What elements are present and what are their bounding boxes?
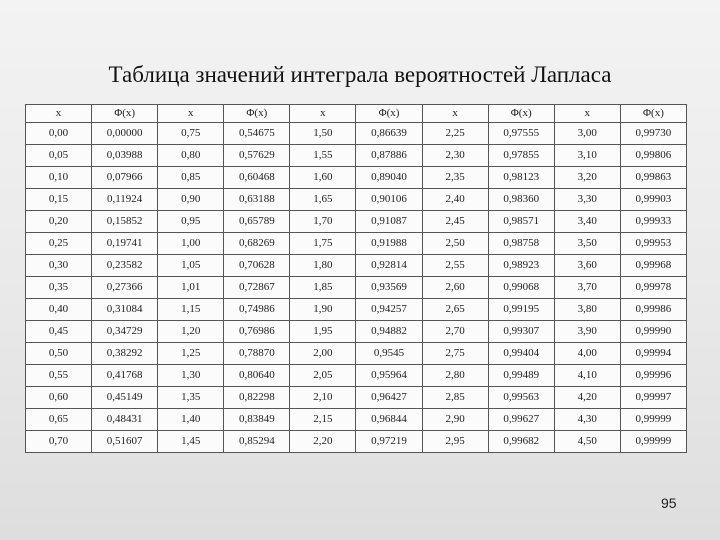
cell-x: 1,20 <box>158 321 224 343</box>
cell-phi: 0,98360 <box>488 189 554 211</box>
cell-x: 0,20 <box>26 211 92 233</box>
cell-x: 4,50 <box>554 431 620 453</box>
laplace-table <box>25 104 687 453</box>
cell-x: 3,60 <box>554 255 620 277</box>
cell-phi: 0,60468 <box>224 167 290 189</box>
cell-x: 1,01 <box>158 277 224 299</box>
cell-phi: 0,74986 <box>224 299 290 321</box>
cell-phi: 0,99682 <box>488 431 554 453</box>
cell-phi: 0,48431 <box>92 409 158 431</box>
cell-phi: 0,76986 <box>224 321 290 343</box>
table-row <box>26 123 687 145</box>
cell-phi: 0,85294 <box>224 431 290 453</box>
page-title: Таблица значений интеграла вероятностей Лапласа <box>108 62 612 87</box>
column-header-x: x <box>158 105 224 123</box>
table-row <box>26 189 687 211</box>
cell-phi: 0,95964 <box>356 365 422 387</box>
cell-x: 0,75 <box>158 123 224 145</box>
cell-x: 0,35 <box>26 277 92 299</box>
cell-phi: 0,99195 <box>488 299 554 321</box>
cell-x: 2,00 <box>290 343 356 365</box>
cell-x: 1,60 <box>290 167 356 189</box>
column-header-x: x <box>422 105 488 123</box>
cell-phi: 0,98571 <box>488 211 554 233</box>
cell-x: 3,50 <box>554 233 620 255</box>
cell-x: 3,00 <box>554 123 620 145</box>
cell-phi: 0,99997 <box>620 387 686 409</box>
cell-x: 1,80 <box>290 255 356 277</box>
cell-x: 0,25 <box>26 233 92 255</box>
cell-phi: 0,34729 <box>92 321 158 343</box>
cell-x: 2,90 <box>422 409 488 431</box>
cell-phi: 0,72867 <box>224 277 290 299</box>
cell-phi: 0,91988 <box>356 233 422 255</box>
cell-x: 1,35 <box>158 387 224 409</box>
cell-x: 2,85 <box>422 387 488 409</box>
cell-x: 0,40 <box>26 299 92 321</box>
cell-phi: 0,86639 <box>356 123 422 145</box>
cell-phi: 0,70628 <box>224 255 290 277</box>
table-row <box>26 277 687 299</box>
column-header-phi: Φ(x) <box>488 105 554 123</box>
column-header-x: x <box>290 105 356 123</box>
cell-x: 0,80 <box>158 145 224 167</box>
cell-phi: 0,94882 <box>356 321 422 343</box>
cell-phi: 0,89040 <box>356 167 422 189</box>
cell-x: 0,65 <box>26 409 92 431</box>
cell-x: 2,40 <box>422 189 488 211</box>
cell-phi: 0,23582 <box>92 255 158 277</box>
cell-phi: 0,99933 <box>620 211 686 233</box>
cell-phi: 0,99903 <box>620 189 686 211</box>
cell-phi: 0,99968 <box>620 255 686 277</box>
cell-x: 1,70 <box>290 211 356 233</box>
cell-x: 2,10 <box>290 387 356 409</box>
cell-x: 1,95 <box>290 321 356 343</box>
table-row <box>26 233 687 255</box>
cell-phi: 0,27366 <box>92 277 158 299</box>
cell-phi: 0,83849 <box>224 409 290 431</box>
column-header-phi: Φ(x) <box>356 105 422 123</box>
cell-phi: 0,99953 <box>620 233 686 255</box>
cell-phi: 0,99990 <box>620 321 686 343</box>
table-row <box>26 167 687 189</box>
cell-x: 2,70 <box>422 321 488 343</box>
cell-x: 3,40 <box>554 211 620 233</box>
cell-phi: 0,51607 <box>92 431 158 453</box>
cell-phi: 0,99999 <box>620 409 686 431</box>
cell-x: 0,05 <box>26 145 92 167</box>
cell-x: 0,10 <box>26 167 92 189</box>
cell-phi: 0,03988 <box>92 145 158 167</box>
cell-phi: 0,98123 <box>488 167 554 189</box>
cell-x: 2,95 <box>422 431 488 453</box>
cell-phi: 0,9545 <box>356 343 422 365</box>
cell-phi: 0,54675 <box>224 123 290 145</box>
cell-phi: 0,99986 <box>620 299 686 321</box>
laplace-table-container <box>25 104 687 453</box>
cell-phi: 0,68269 <box>224 233 290 255</box>
cell-x: 1,40 <box>158 409 224 431</box>
table-row <box>26 431 687 453</box>
cell-x: 1,65 <box>290 189 356 211</box>
cell-phi: 0,41768 <box>92 365 158 387</box>
cell-phi: 0,65789 <box>224 211 290 233</box>
cell-phi: 0,91087 <box>356 211 422 233</box>
cell-phi: 0,90106 <box>356 189 422 211</box>
table-row <box>26 255 687 277</box>
cell-phi: 0,99978 <box>620 277 686 299</box>
cell-x: 2,20 <box>290 431 356 453</box>
cell-x: 4,10 <box>554 365 620 387</box>
cell-phi: 0,38292 <box>92 343 158 365</box>
table-row <box>26 365 687 387</box>
cell-x: 1,00 <box>158 233 224 255</box>
cell-phi: 0,82298 <box>224 387 290 409</box>
cell-x: 0,60 <box>26 387 92 409</box>
cell-x: 0,55 <box>26 365 92 387</box>
column-header-phi: Φ(x) <box>92 105 158 123</box>
cell-x: 1,55 <box>290 145 356 167</box>
cell-x: 0,15 <box>26 189 92 211</box>
cell-x: 2,05 <box>290 365 356 387</box>
cell-phi: 0,99489 <box>488 365 554 387</box>
cell-phi: 0,99999 <box>620 431 686 453</box>
cell-x: 2,35 <box>422 167 488 189</box>
cell-phi: 0,87886 <box>356 145 422 167</box>
cell-x: 2,60 <box>422 277 488 299</box>
cell-phi: 0,07966 <box>92 167 158 189</box>
cell-phi: 0,99404 <box>488 343 554 365</box>
cell-phi: 0,45149 <box>92 387 158 409</box>
column-header-x: x <box>554 105 620 123</box>
cell-x: 2,50 <box>422 233 488 255</box>
cell-x: 2,15 <box>290 409 356 431</box>
table-row <box>26 387 687 409</box>
cell-phi: 0,63188 <box>224 189 290 211</box>
cell-x: 2,30 <box>422 145 488 167</box>
cell-phi: 0,99994 <box>620 343 686 365</box>
cell-x: 4,20 <box>554 387 620 409</box>
cell-phi: 0,15852 <box>92 211 158 233</box>
cell-phi: 0,99996 <box>620 365 686 387</box>
cell-phi: 0,99068 <box>488 277 554 299</box>
cell-phi: 0,97219 <box>356 431 422 453</box>
cell-phi: 0,98758 <box>488 233 554 255</box>
table-body <box>26 123 687 453</box>
cell-x: 2,45 <box>422 211 488 233</box>
cell-phi: 0,99563 <box>488 387 554 409</box>
cell-x: 0,70 <box>26 431 92 453</box>
cell-x: 2,65 <box>422 299 488 321</box>
cell-phi: 0,96844 <box>356 409 422 431</box>
cell-x: 3,30 <box>554 189 620 211</box>
cell-x: 2,75 <box>422 343 488 365</box>
cell-phi: 0,93569 <box>356 277 422 299</box>
cell-x: 0,85 <box>158 167 224 189</box>
table-row <box>26 343 687 365</box>
cell-x: 3,10 <box>554 145 620 167</box>
page-number: 95 <box>661 495 677 511</box>
cell-phi: 0,97855 <box>488 145 554 167</box>
cell-phi: 0,00000 <box>92 123 158 145</box>
cell-phi: 0,80640 <box>224 365 290 387</box>
column-header-phi: Φ(x) <box>620 105 686 123</box>
cell-x: 1,15 <box>158 299 224 321</box>
cell-phi: 0,99627 <box>488 409 554 431</box>
cell-phi: 0,92814 <box>356 255 422 277</box>
cell-x: 0,30 <box>26 255 92 277</box>
table-row <box>26 299 687 321</box>
column-header-phi: Φ(x) <box>224 105 290 123</box>
table-header-row <box>26 105 687 123</box>
cell-x: 2,80 <box>422 365 488 387</box>
cell-x: 3,20 <box>554 167 620 189</box>
cell-x: 1,75 <box>290 233 356 255</box>
table-row <box>26 145 687 167</box>
cell-x: 1,50 <box>290 123 356 145</box>
cell-phi: 0,98923 <box>488 255 554 277</box>
cell-x: 1,05 <box>158 255 224 277</box>
cell-x: 0,45 <box>26 321 92 343</box>
cell-phi: 0,97555 <box>488 123 554 145</box>
table-row <box>26 211 687 233</box>
cell-x: 4,30 <box>554 409 620 431</box>
cell-x: 1,45 <box>158 431 224 453</box>
cell-phi: 0,99730 <box>620 123 686 145</box>
cell-x: 3,90 <box>554 321 620 343</box>
cell-x: 1,25 <box>158 343 224 365</box>
cell-x: 1,90 <box>290 299 356 321</box>
cell-phi: 0,11924 <box>92 189 158 211</box>
cell-phi: 0,31084 <box>92 299 158 321</box>
cell-x: 3,70 <box>554 277 620 299</box>
cell-x: 3,80 <box>554 299 620 321</box>
cell-x: 0,50 <box>26 343 92 365</box>
cell-x: 1,30 <box>158 365 224 387</box>
cell-x: 2,55 <box>422 255 488 277</box>
cell-phi: 0,99307 <box>488 321 554 343</box>
table-row <box>26 321 687 343</box>
cell-x: 0,90 <box>158 189 224 211</box>
table-row <box>26 409 687 431</box>
cell-phi: 0,96427 <box>356 387 422 409</box>
cell-phi: 0,94257 <box>356 299 422 321</box>
cell-x: 1,85 <box>290 277 356 299</box>
cell-x: 0,95 <box>158 211 224 233</box>
cell-phi: 0,78870 <box>224 343 290 365</box>
cell-phi: 0,19741 <box>92 233 158 255</box>
cell-phi: 0,57629 <box>224 145 290 167</box>
cell-phi: 0,99863 <box>620 167 686 189</box>
cell-x: 4,00 <box>554 343 620 365</box>
cell-phi: 0,99806 <box>620 145 686 167</box>
cell-x: 0,00 <box>26 123 92 145</box>
cell-x: 2,25 <box>422 123 488 145</box>
column-header-x: x <box>26 105 92 123</box>
